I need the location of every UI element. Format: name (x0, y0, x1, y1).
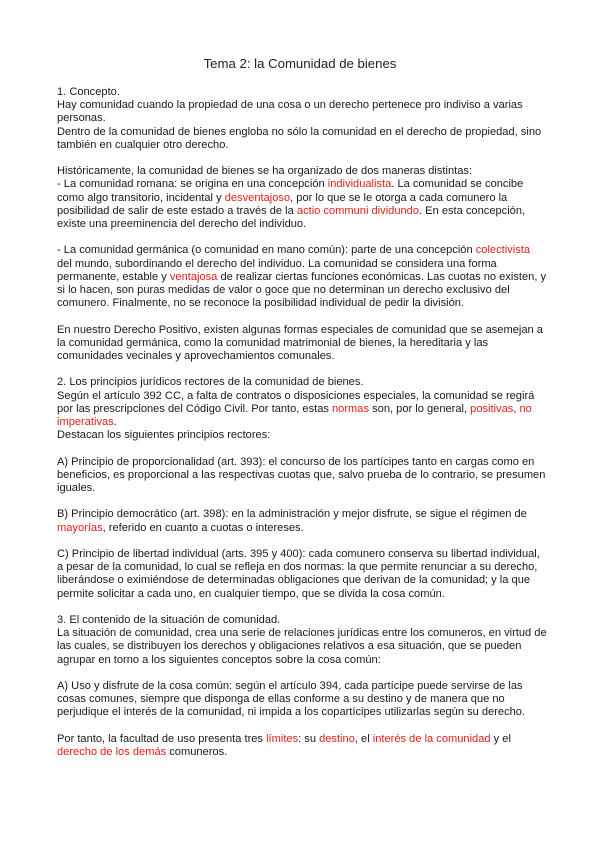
concept-definition: Hay comunidad cuando la propiedad de una cosa o un derecho pertenece pro indiviso a varias personas. (57, 99, 523, 125)
limites-text-3: , el (354, 732, 373, 745)
sec3-intro: La situación de comunidad, crea una serie de relaciones jurídicas entre los comuneros, en virtud de las cuales, se distribuyen los derechos y obligaciones relativos a esa situación, que se pueden agrupar en torno a los siguientes conceptos sobre la cosa común: (57, 627, 547, 666)
highlight-destino: destino (319, 732, 355, 745)
highlight-colectivista: colectivista (475, 244, 530, 257)
principle-b-text-2: , referido en cuanto a cuotas o intereses. (102, 521, 304, 534)
limites-text-1: Por tanto, la facultad de uso presenta tres (57, 732, 267, 745)
section-1-heading: 1. Concepto. (57, 86, 120, 98)
romana-text-3: , por lo que se le otorga a cada comunero la posibilidad de salir de este estado a través de la (57, 191, 508, 217)
section-3 (57, 614, 547, 667)
principle-b-text-1: B) Principio democrático (art. 398): en la administración y mejor disfrute, se sigue el régimen de (57, 508, 527, 521)
highlight-no-imperativas: no imperativas (57, 402, 532, 429)
document-title: Tema 2: la Comunidad de bienes (203, 56, 397, 71)
limites-text-4: y el (490, 732, 511, 745)
sec2-text-1: Según el artículo 392 CC, a falta de contratos o disposiciones especiales, la comunidad se regirá por las prescripciones del Código Civil. Por tanto, estas (57, 389, 535, 415)
romana-text-2: . La comunidad se concibe como algo transitorio, incidental y (57, 178, 524, 204)
section-1 (57, 86, 547, 152)
principle-a: A) Principio de proporcionalidad (art. 393): el concurso de los partícipes tanto en cargas como en beneficios, es proporcional a las respectivas cuotas que, salvo prueba de lo contrario, se presumen iguales. (57, 455, 546, 495)
highlight-mayorias: mayorías (57, 521, 103, 534)
document-body (57, 86, 547, 772)
section-3-heading: 3. El contenido de la situación de comunidad. (57, 614, 281, 626)
sec2-text-2: son, por lo general, (369, 402, 471, 415)
romana-text-4: . En esta concepción, existe una preeminencia del derecho del individuo. (57, 204, 526, 231)
germanica-text-1: - La comunidad germánica (o comunidad en mano común): parte de una concepción (57, 244, 476, 257)
highlight-desventajoso: desventajoso (224, 191, 291, 204)
comunidad-germanica (57, 244, 547, 310)
principle-c: C) Principio de libertad individual (arts. 395 y 400): cada comunero conserva su libertad individual, a pesar de la comunidad, lo cual se refleja en dos normas: la que permite renunciar a su derecho, liberándose o eximiéndose de determinadas obligaciones que derivan de la comunidad; y la que permite solicitar a cada uno, en cualquier tiempo, que se divida la cosa común. (57, 548, 540, 600)
highlight-derecho-demas: derecho de los demás (57, 746, 167, 758)
historical-intro: Históricamente, la comunidad de bienes se ha organizado de dos maneras distintas: (57, 165, 473, 178)
highlight-ventajosa: ventajosa (169, 270, 218, 283)
uso-disfrute: A) Uso y disfrute de la cosa común: según el artículo 394, cada partícipe puede servirse de las cosas comunes, siempre que disponga de ellas conforme a su destino y de manera que no perjudique el interés de la comunidad, ni impida a los copartícipes utilizarlas según su derecho. (57, 680, 526, 719)
comunidad-romana (57, 178, 547, 231)
limites-paragraph (57, 733, 547, 759)
principles-intro: Destacan los siguientes principios rectores: (57, 429, 271, 442)
derecho-positivo: En nuestro Derecho Positivo, existen algunas formas especiales de comunidad que se asemejan a la comunidad germánica, como la comunidad matrimonial de bienes, la hereditaria y las comunidades vecinales y aprovechamientos comunales. (57, 323, 543, 363)
sec2-text-3: , (513, 402, 520, 415)
romana-text-1: - La comunidad romana: se origina en una concepción (57, 178, 328, 191)
germanica-text-2: del mundo, subordinando el derecho del individuo. La comunidad se considera una forma permanente, estable y (57, 257, 497, 283)
highlight-positivas: positivas (470, 402, 514, 415)
highlight-normas: normas (332, 402, 370, 415)
highlight-interes: interés de la comunidad (372, 732, 491, 745)
highlight-actio: actio communi dividundo (296, 204, 420, 217)
section-2 (57, 376, 547, 442)
principle-b (57, 508, 547, 534)
germanica-text-3: de realizar ciertas funciones económicas. Las cuotas no existen, y si lo hacen, son puras medidas de valor o goce que no determinan un derecho exclusivo del comunero. Finalmente, no se reconoce la posibilidad individual de pedir la división. (57, 270, 547, 310)
section-2-heading: 2. Los principios jurídicos rectores de la comunidad de bienes. (57, 376, 364, 389)
sec2-text-4: . (113, 416, 117, 429)
limites-text-5: comuneros. (166, 746, 228, 758)
concept-scope: Dentro de la comunidad de bienes engloba no sólo la comunidad en el derecho de propiedad, sino también en cualquier otro derecho. (57, 125, 542, 151)
highlight-limites: límites (266, 732, 299, 745)
highlight-individualista: individualista (327, 178, 392, 191)
limites-text-2: : su (298, 732, 320, 745)
